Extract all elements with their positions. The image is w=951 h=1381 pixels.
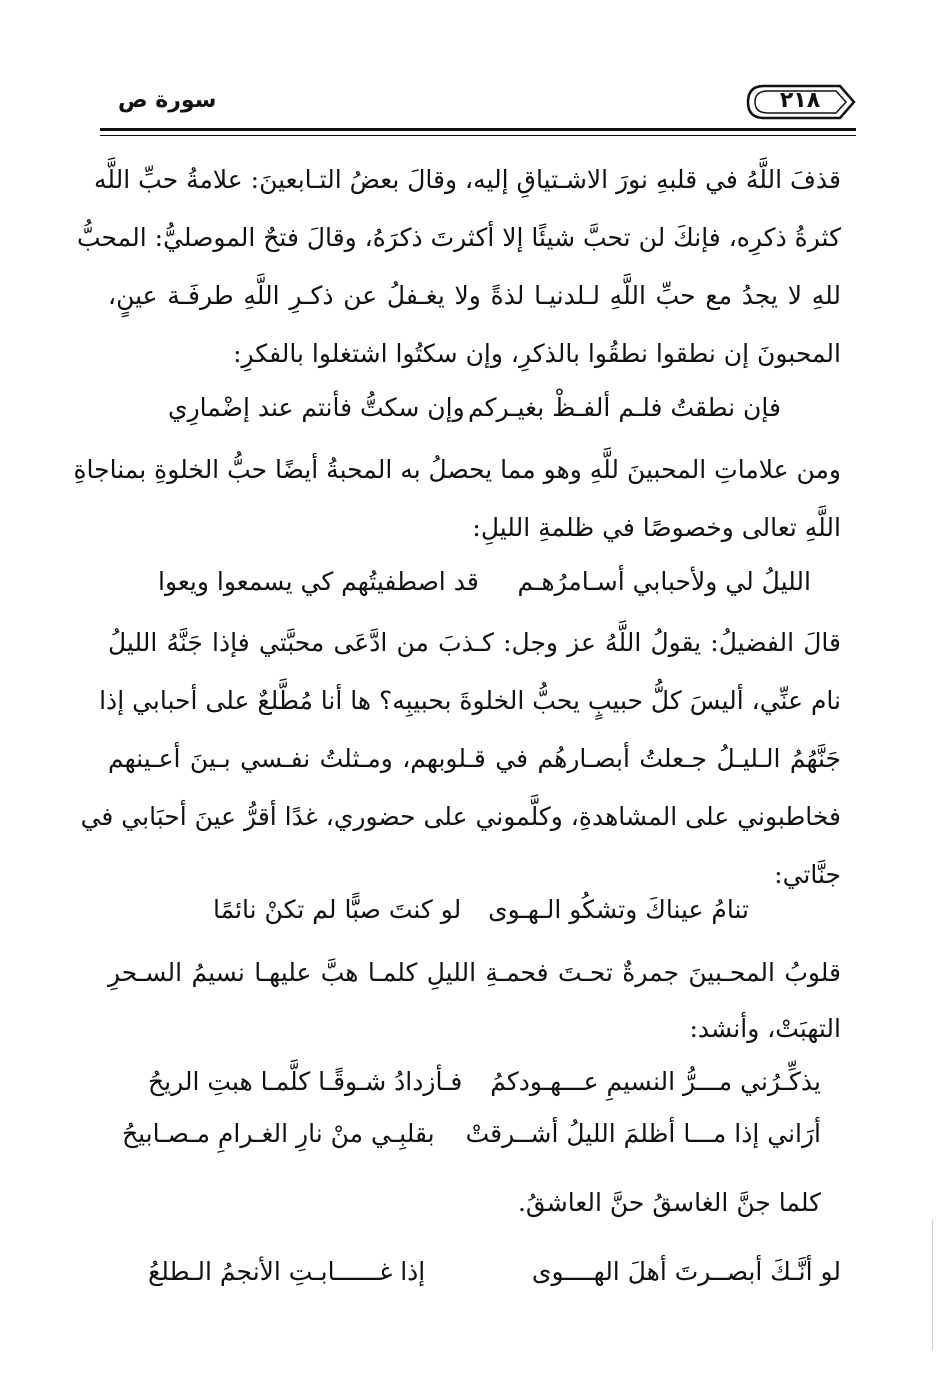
text-line: المحبونَ إن نطقوا نطقُوا بالذكرِ، وإن سكتُوا اشتغلوا بالفكرِ: (233, 339, 841, 368)
verse-hemistich-second: إذا غــــــابـتِ الأنجمُ الـطلعُ (148, 1257, 426, 1286)
verse-1 (108, 393, 841, 433)
text-line: نام عنِّي، أليسَ كلُّ حبيبٍ يحبُّ الخلوةَ بحبيبِه؟ ها أنا مُطَّلعٌ على أحبابي إذا (99, 686, 841, 715)
header-rule-thick (100, 128, 856, 131)
text-line: قلوبُ المحـبينَ جمرةٌ تحـتَ فحمـةِ الليلِ كلمـا هبَّ عليهـا نسيمُ السـحرِ (108, 958, 841, 987)
verse-hemistich-second: فـأزدادُ شـوقًـا كلَّمـا هبتِ الريحُ (148, 1067, 463, 1096)
page-number-badge (744, 82, 856, 122)
text-line: جَنَّهُمُ الـليـلُ جـعلتُ أبصـارهُم في قـلوبهم، ومـثلتُ نفـسي بـينَ أعـينهم (108, 744, 841, 773)
verse-hemistich-first: فإن نطقتُ فلـم ألفـظْ بغيـركم (467, 393, 781, 422)
verse-2 (108, 567, 841, 607)
verse-hemistich-first: يذكِّـرُني مـــرُّ النسيمِ عـــهـودكمُ (490, 1067, 821, 1096)
text-line: كلما جنَّ الغاسقُ حنَّ العاشقُ. (517, 1188, 821, 1217)
surah-title: سورة ص (118, 88, 217, 113)
verse-5 (108, 1119, 841, 1159)
text-line: قالَ الفضيلُ: يقولُ اللَّهُ عز وجل: كـذبَ من ادَّعَى محبَّتي فإذا جَنَّهُ الليلُ (108, 628, 841, 657)
verse-3 (108, 895, 841, 935)
text-line: جنَّاتي: (774, 860, 841, 889)
text-line: للهِ لا يجدُ مع حبِّ اللَّهِ لـلدنيـا لذةً ولا يغـفلُ عن ذكـرِ اللَّهِ طرفَـة عينٍ، (108, 281, 841, 310)
verse-hemistich-second: لو كنتَ صبًّا لم تكنْ نائمًا (213, 895, 462, 924)
verse-hemistich-second: قد اصطفيتُهم كي يسمعوا ويعوا (158, 567, 479, 596)
verse-6 (108, 1257, 841, 1297)
verse-hemistich-first: الليلُ لي ولأحبابي أسـامرُهـم (517, 567, 811, 596)
text-line: كثرةُ ذكرِه، فإنكَ لن تحبَّ شيئًا إلا أكثرتَ ذكرَهُ، وقالَ فتحٌ الموصليُّ: المحبُّ (77, 223, 841, 252)
text-line: التهبَتْ، وأنشد: (689, 1014, 841, 1043)
header-rule-thin (100, 135, 856, 136)
verse-4 (108, 1067, 841, 1107)
scan-edge-line (932, 1220, 933, 1350)
text-line: فخاطبوني على المشاهدةِ، وكلَّموني على حضوري، غدًا أقرُّ عينَ أحبَابي في (80, 802, 841, 831)
verse-hemistich-first: أرَاني إذا مـــا أظلمَ الليلُ أشــرقتْ (465, 1119, 821, 1148)
verse-hemistich-first: تنامُ عيناكَ وتشكُو الـهـوى (488, 895, 749, 924)
page-number: ٢١٨ (779, 88, 821, 113)
text-line: اللَّهِ تعالى وخصوصًا في ظلمةِ الليلِ: (472, 513, 841, 542)
text-line: قذفَ اللَّهُ في قلبهِ نورَ الاشـتياقِ إليه، وقالَ بعضُ التـابعينَ: علامةُ حبِّ اللَّه (93, 165, 841, 194)
verse-hemistich-second: وإن سكتُّ فأنتم عند إضْمارِي (168, 393, 465, 422)
text-line: ومن علاماتِ المحبينَ للَّهِ وهو مما يحصلُ به المحبةُ أيضًا حبُّ الخلوةِ بمناجاةِ (73, 455, 841, 484)
verse-hemistich-first: لو أنَّـكَ أبصــرتَ أهلَ الهــــوى (531, 1257, 841, 1286)
page-header (100, 82, 856, 130)
verse-hemistich-second: بقلبِـي منْ نارِ الغـرامِ مـصـابيحُ (122, 1119, 435, 1148)
